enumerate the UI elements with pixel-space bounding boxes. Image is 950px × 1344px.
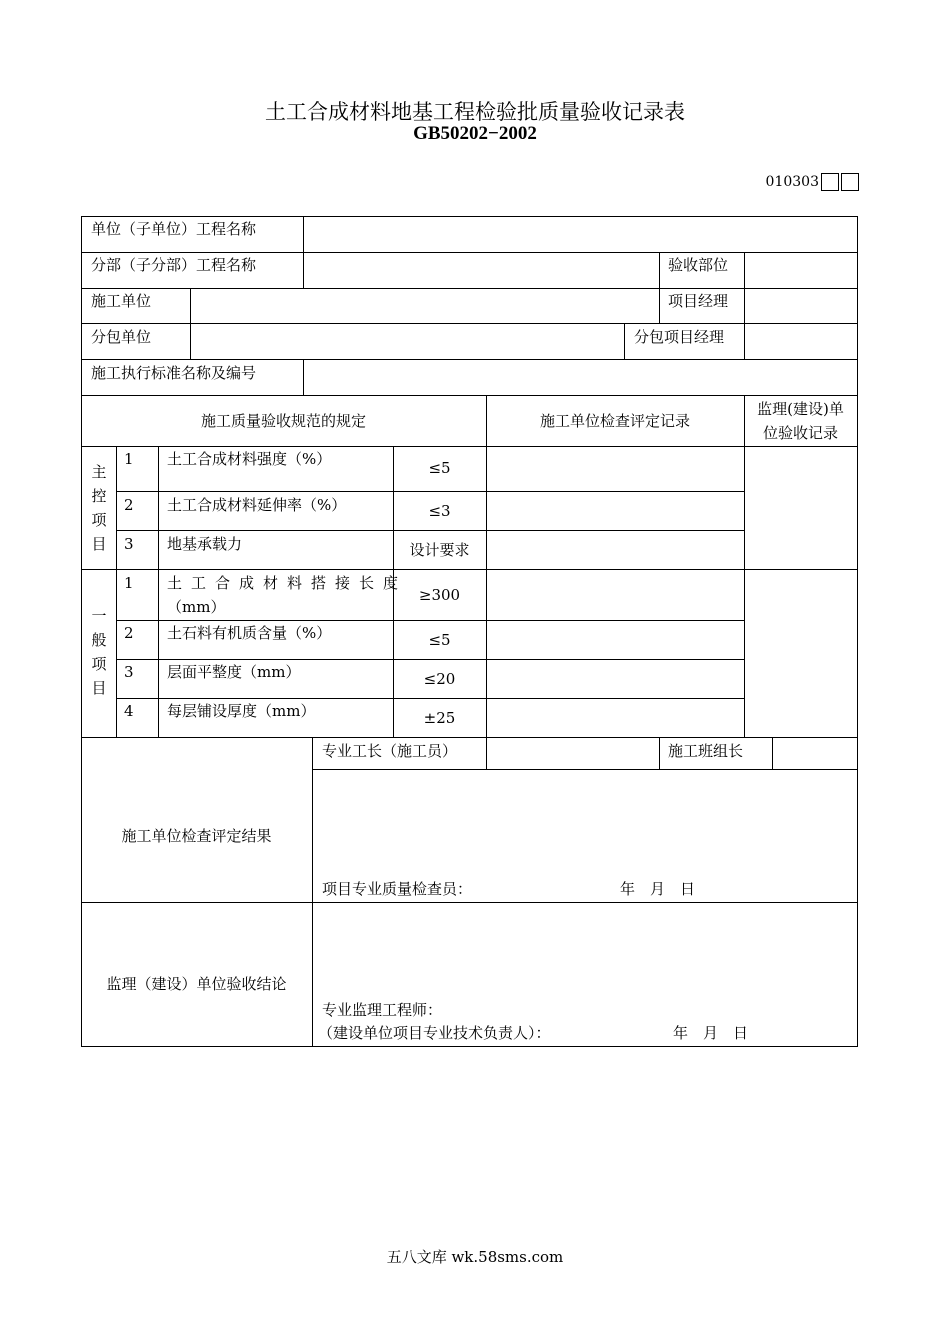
label-supervision-conclusion: 监理（建设）单位验收结论: [106, 975, 287, 993]
general-item-name: 每层铺设厚度（mm）: [167, 702, 316, 720]
main-item-no: 2: [124, 496, 134, 514]
label-construction-unit: 施工单位: [91, 292, 152, 310]
label-subcontract-manager: 分包项目经理: [634, 328, 725, 346]
main-item-name: 地基承载力: [167, 535, 243, 553]
general-item-no: 2: [124, 624, 134, 642]
main-item-no: 3: [124, 535, 134, 553]
form-code-number: 010303: [765, 174, 819, 190]
label-team-leader: 施工班组长: [668, 742, 744, 760]
label-owner-rep: （建设单位项目专业技术负责人）：: [318, 1024, 551, 1042]
label-supervision-engineer: 专业监理工程师：: [322, 1001, 443, 1019]
form-title: 土工合成材料地基工程检验批质量验收记录表: [265, 100, 685, 124]
column-supervision-line1: 监理(建设)单: [757, 400, 844, 418]
general-item-value: ≤20: [423, 670, 456, 688]
general-item-name-line2: （mm）: [167, 598, 226, 616]
main-item-name: 土工合成材料强度（%）: [167, 450, 332, 468]
column-supervision-line2: 位验收记录: [762, 424, 838, 442]
main-item-value: ≤5: [428, 459, 451, 477]
general-item-no: 3: [124, 663, 134, 681]
label-quality-inspector: 项目专业质量检查员：: [322, 880, 473, 898]
standard-code: GB50202−2002: [413, 123, 537, 144]
result-date: 年 月 日: [620, 880, 696, 898]
label-project-manager: 项目经理: [668, 292, 729, 310]
general-item-name: 土石料有机质含量（%）: [167, 624, 332, 642]
label-standard-name: 施工执行标准名称及编号: [91, 364, 257, 382]
general-item-no: 1: [124, 574, 134, 592]
general-item-value: ≥300: [418, 586, 461, 604]
label-foreman: 专业工长（施工员）: [322, 742, 458, 760]
column-spec: 施工质量验收规范的规定: [200, 412, 366, 430]
conclusion-date: 年 月 日: [673, 1024, 749, 1042]
main-item-name: 土工合成材料延伸率（%）: [167, 496, 347, 514]
main-items-label: 主 控 项 目: [91, 463, 107, 553]
general-item-value: ≤5: [428, 631, 451, 649]
main-item-no: 1: [124, 450, 134, 468]
label-sub-project-name: 分部（子分部）工程名称: [91, 256, 257, 274]
label-construction-result: 施工单位检查评定结果: [121, 827, 272, 845]
column-record: 施工单位检查评定记录: [539, 412, 690, 430]
main-item-value: 设计要求: [409, 541, 470, 559]
label-acceptance-part: 验收部位: [668, 256, 729, 274]
general-item-value: ±25: [423, 709, 456, 727]
footer-watermark: 五八文库 wk.58sms.com: [386, 1248, 564, 1266]
label-subcontract-unit: 分包单位: [91, 328, 152, 346]
general-item-no: 4: [124, 702, 134, 720]
main-item-value: ≤3: [428, 502, 451, 520]
label-unit-project-name: 单位（子单位）工程名称: [91, 220, 257, 238]
general-item-name: 层面平整度（mm）: [167, 663, 301, 681]
general-item-name: 土工合成材料搭接长度: [167, 574, 408, 592]
general-items-label: 一 般 项 目: [91, 607, 107, 697]
